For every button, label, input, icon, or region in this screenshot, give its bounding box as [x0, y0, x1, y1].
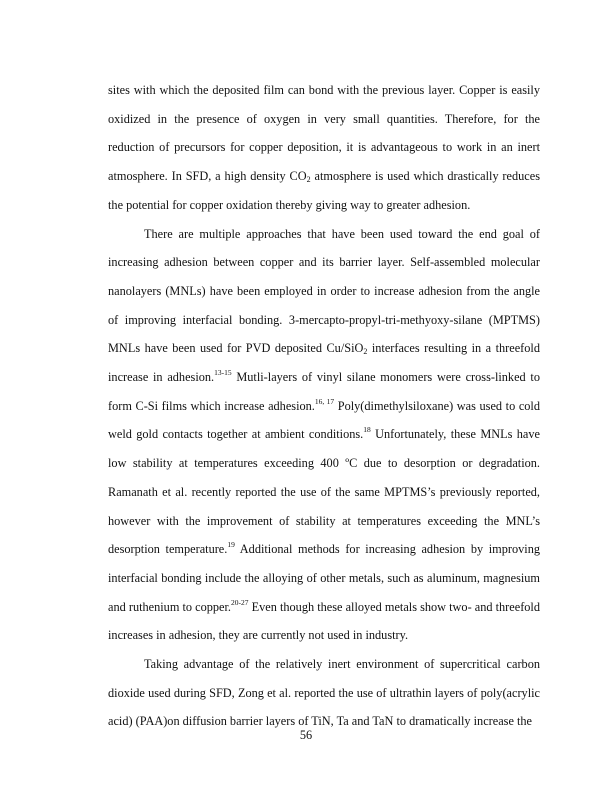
text-run: Unfortunately, these MNLs have low stability at temperatures exceeding 400 ºC due to desorption or degradation. Ramanath et al. recently reported the use of the same MPTMS’s previously reported, however with the improvement of stability at temperatures exceeding the MNL’s desorption temperature.	[108, 427, 540, 557]
citation-superscript: 13-15	[214, 368, 232, 378]
text-run: interfaces resulting in a threefold increase in adhesion.	[108, 341, 540, 385]
text-run: atmosphere is used which drastically reduces the potential for copper oxidation thereby giving way to greater adhesion.	[108, 169, 540, 212]
text-run: Taking advantage of the relatively inert environment of supercritical carbon dioxide used during SFD, Zong et al. reported the use of ultrathin layers of poly(acrylic acid) (PAA)on diffusion barrier layers of TiN, Ta and TaN to dramatically increase the	[108, 657, 540, 729]
subscript: 2	[363, 347, 368, 357]
paragraph-2	[108, 220, 540, 651]
text-run: There are multiple approaches that have been used toward the end goal of increasing adhesion between copper and its barrier layer. Self-assembled molecular nanolayers (MNLs) have been employed in order to increase adhesion from the angle of improving interfacial bonding. 3-mercapto-propyl-tri-methyoxy-silane (MPTMS) MNLs have been used for PVD deposited Cu/SiO	[108, 226, 540, 356]
text-run: Additional methods for increasing adhesion by improving interfacial bonding include the alloying of other metals, such as aluminum, magnesium and ruthenium to copper.	[108, 542, 540, 614]
subscript: 2	[306, 175, 311, 185]
text-run: sites with which the deposited film can bond with the previous layer. Copper is easily oxidized in the presence of oxygen in very small quantities. Therefore, for the reduction of precursors for copper deposition, it is advantageous to work in an inert atmosphere. In SFD, a high density CO	[108, 83, 540, 184]
paragraph-1	[108, 76, 540, 220]
page-number: 56	[299, 728, 313, 742]
text-run: Mutli-layers of vinyl silane monomers were cross-linked to form C-Si films which increase adhesion.	[108, 370, 540, 413]
paragraph-3	[108, 650, 540, 736]
citation-superscript: 18	[363, 425, 371, 435]
citation-superscript: 20-27	[231, 597, 249, 607]
text-run: Even though these alloyed metals show two- and threefold increases in adhesion, they are currently not used in industry.	[108, 599, 540, 643]
citation-superscript: 16, 17	[314, 396, 335, 406]
text-run: Poly(dimethylsiloxane) was used to cold weld gold contacts together at ambient conditions.	[108, 398, 540, 442]
document-body	[108, 76, 540, 736]
citation-superscript: 19	[227, 540, 235, 550]
